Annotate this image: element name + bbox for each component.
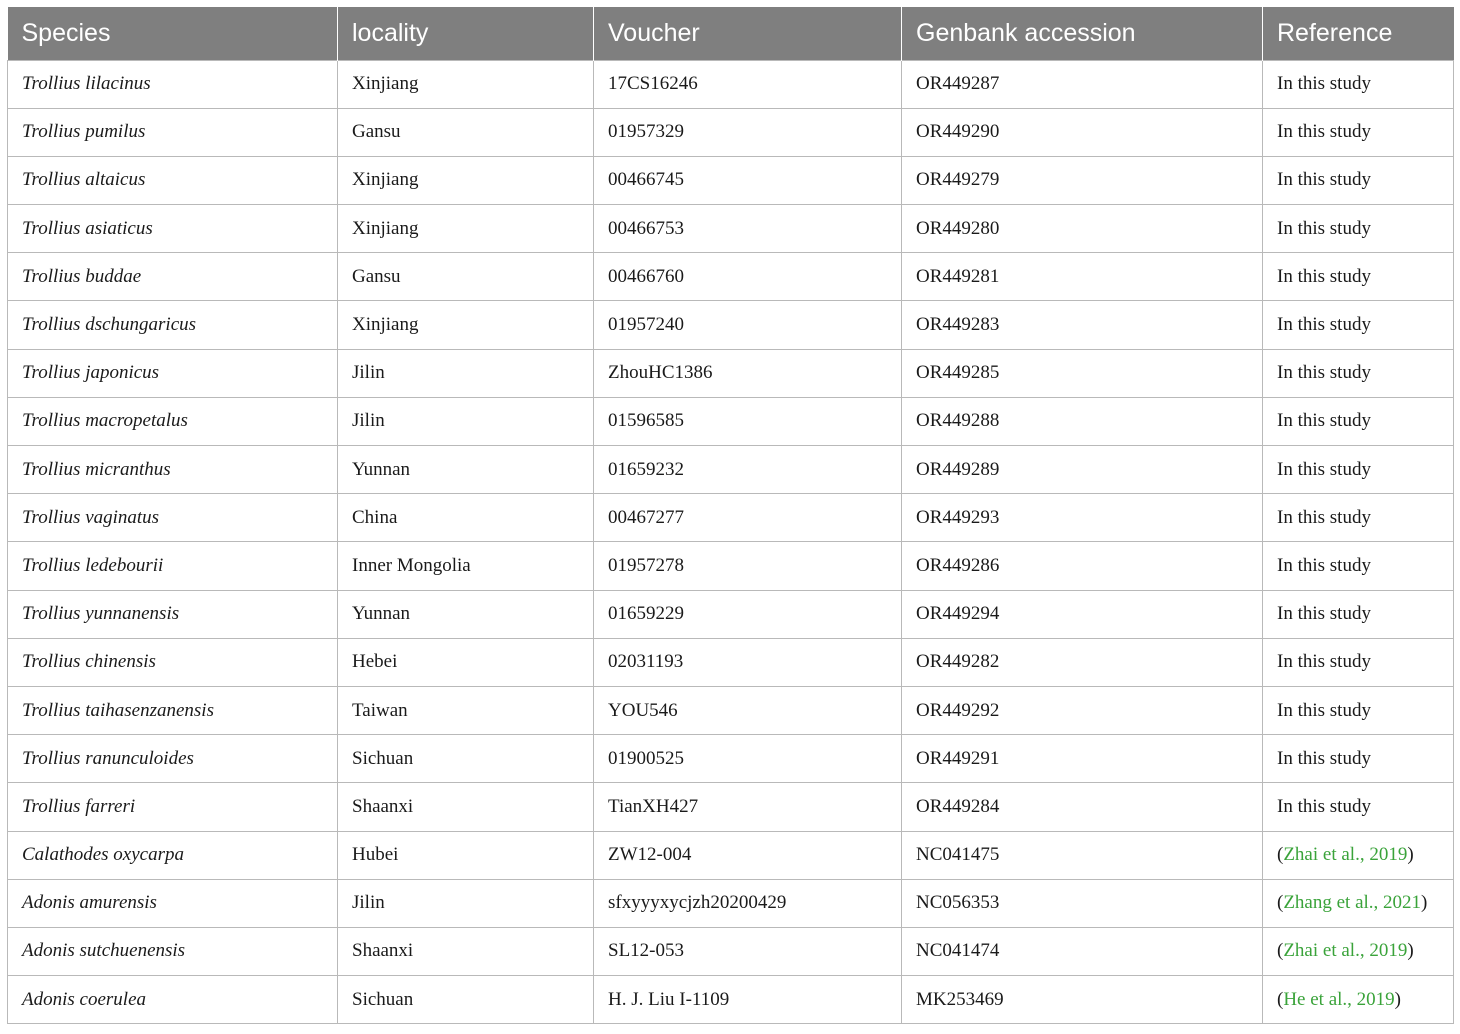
open-paren: ( xyxy=(1277,988,1284,1010)
cell-voucher: 01596585 xyxy=(594,397,902,445)
reference-link[interactable]: Zhai et al., 2019 xyxy=(1283,940,1408,962)
cell-voucher: 02031193 xyxy=(594,638,902,686)
cell-voucher: 01957240 xyxy=(594,301,902,349)
cell-species: Trollius altaicus xyxy=(8,156,338,204)
cell-locality: Hebei xyxy=(338,638,594,686)
cell-species: Calathodes oxycarpa xyxy=(8,831,338,879)
close-paren: ) xyxy=(1421,892,1428,914)
cell-locality: Jilin xyxy=(338,397,594,445)
table-row xyxy=(8,976,1454,1024)
table-row xyxy=(8,60,1454,108)
cell-reference xyxy=(1263,976,1454,1024)
table-row xyxy=(8,108,1454,156)
cell-species: Trollius pumilus xyxy=(8,108,338,156)
cell-reference: In this study xyxy=(1263,108,1454,156)
table-row xyxy=(8,735,1454,783)
table-row xyxy=(8,542,1454,590)
cell-genbank-accession: OR449284 xyxy=(902,783,1263,831)
table-row xyxy=(8,205,1454,253)
cell-species: Trollius macropetalus xyxy=(8,397,338,445)
cell-locality: Gansu xyxy=(338,108,594,156)
cell-genbank-accession: OR449289 xyxy=(902,446,1263,494)
table-row xyxy=(8,879,1454,927)
cell-locality: China xyxy=(338,494,594,542)
open-paren: ( xyxy=(1277,892,1284,914)
cell-species: Trollius vaginatus xyxy=(8,494,338,542)
cell-reference: In this study xyxy=(1263,735,1454,783)
cell-genbank-accession: OR449294 xyxy=(902,590,1263,638)
close-paren: ) xyxy=(1394,988,1401,1010)
table-row xyxy=(8,349,1454,397)
cell-species: Trollius farreri xyxy=(8,783,338,831)
cell-reference: In this study xyxy=(1263,542,1454,590)
cell-locality: Gansu xyxy=(338,253,594,301)
cell-reference: In this study xyxy=(1263,397,1454,445)
cell-locality: Shaanxi xyxy=(338,927,594,975)
cell-genbank-accession: OR449288 xyxy=(902,397,1263,445)
cell-voucher: 00466745 xyxy=(594,156,902,204)
header-voucher: Voucher xyxy=(594,7,902,60)
cell-reference: In this study xyxy=(1263,494,1454,542)
cell-reference: In this study xyxy=(1263,638,1454,686)
cell-species: Trollius ranunculoides xyxy=(8,735,338,783)
cell-reference: In this study xyxy=(1263,686,1454,734)
cell-voucher: 00466760 xyxy=(594,253,902,301)
cell-locality: Jilin xyxy=(338,879,594,927)
table-row xyxy=(8,446,1454,494)
close-paren: ) xyxy=(1407,844,1414,866)
cell-reference xyxy=(1263,879,1454,927)
table-row xyxy=(8,686,1454,734)
cell-locality: Hubei xyxy=(338,831,594,879)
cell-genbank-accession: OR449279 xyxy=(902,156,1263,204)
cell-voucher: 00466753 xyxy=(594,205,902,253)
cell-species: Trollius taihasenzanensis xyxy=(8,686,338,734)
reference-link[interactable]: He et al., 2019 xyxy=(1283,988,1395,1010)
cell-voucher: ZhouHC1386 xyxy=(594,349,902,397)
cell-species: Trollius asiaticus xyxy=(8,205,338,253)
cell-reference: In this study xyxy=(1263,253,1454,301)
cell-locality: Sichuan xyxy=(338,735,594,783)
table-row xyxy=(8,590,1454,638)
cell-reference xyxy=(1263,831,1454,879)
cell-genbank-accession: NC041474 xyxy=(902,927,1263,975)
header-species: Species xyxy=(8,7,338,60)
cell-voucher: SL12-053 xyxy=(594,927,902,975)
cell-locality: Yunnan xyxy=(338,590,594,638)
table-row xyxy=(8,638,1454,686)
table-body xyxy=(8,60,1454,1024)
cell-genbank-accession: OR449282 xyxy=(902,638,1263,686)
header-reference: Reference xyxy=(1263,7,1454,60)
cell-species: Trollius buddae xyxy=(8,253,338,301)
cell-species: Trollius yunnanensis xyxy=(8,590,338,638)
cell-reference xyxy=(1263,927,1454,975)
cell-species: Adonis sutchuenensis xyxy=(8,927,338,975)
cell-species: Trollius micranthus xyxy=(8,446,338,494)
cell-locality: Yunnan xyxy=(338,446,594,494)
cell-reference: In this study xyxy=(1263,349,1454,397)
table-row xyxy=(8,156,1454,204)
cell-locality: Xinjiang xyxy=(338,205,594,253)
cell-locality: Xinjiang xyxy=(338,156,594,204)
table-row xyxy=(8,783,1454,831)
cell-reference: In this study xyxy=(1263,783,1454,831)
cell-voucher: H. J. Liu I-1109 xyxy=(594,976,902,1024)
cell-species: Trollius chinensis xyxy=(8,638,338,686)
table-row xyxy=(8,494,1454,542)
cell-locality: Jilin xyxy=(338,349,594,397)
cell-reference: In this study xyxy=(1263,205,1454,253)
cell-voucher: 01659229 xyxy=(594,590,902,638)
cell-genbank-accession: OR449281 xyxy=(902,253,1263,301)
cell-species: Trollius lilacinus xyxy=(8,60,338,108)
cell-genbank-accession: OR449291 xyxy=(902,735,1263,783)
cell-reference: In this study xyxy=(1263,446,1454,494)
cell-locality: Xinjiang xyxy=(338,301,594,349)
cell-reference: In this study xyxy=(1263,60,1454,108)
open-paren: ( xyxy=(1277,844,1284,866)
cell-locality: Inner Mongolia xyxy=(338,542,594,590)
cell-genbank-accession: OR449285 xyxy=(902,349,1263,397)
species-table xyxy=(7,7,1454,1024)
cell-voucher: sfxyyyxycjzh20200429 xyxy=(594,879,902,927)
cell-genbank-accession: OR449287 xyxy=(902,60,1263,108)
header-genbank-accession: Genbank accession xyxy=(902,7,1263,60)
cell-genbank-accession: OR449283 xyxy=(902,301,1263,349)
cell-voucher: 01957278 xyxy=(594,542,902,590)
cell-species: Adonis amurensis xyxy=(8,879,338,927)
cell-locality: Taiwan xyxy=(338,686,594,734)
cell-genbank-accession: NC041475 xyxy=(902,831,1263,879)
cell-locality: Sichuan xyxy=(338,976,594,1024)
cell-voucher: 01900525 xyxy=(594,735,902,783)
cell-voucher: 00467277 xyxy=(594,494,902,542)
cell-genbank-accession: NC056353 xyxy=(902,879,1263,927)
reference-link[interactable]: Zhang et al., 2021 xyxy=(1283,892,1422,914)
cell-reference: In this study xyxy=(1263,301,1454,349)
open-paren: ( xyxy=(1277,940,1284,962)
reference-link[interactable]: Zhai et al., 2019 xyxy=(1283,844,1408,866)
cell-reference: In this study xyxy=(1263,590,1454,638)
cell-voucher: 01957329 xyxy=(594,108,902,156)
cell-genbank-accession: OR449293 xyxy=(902,494,1263,542)
cell-voucher: ZW12-004 xyxy=(594,831,902,879)
cell-species: Adonis coerulea xyxy=(8,976,338,1024)
cell-genbank-accession: MK253469 xyxy=(902,976,1263,1024)
cell-locality: Xinjiang xyxy=(338,60,594,108)
table-row xyxy=(8,253,1454,301)
table-row xyxy=(8,927,1454,975)
cell-genbank-accession: OR449286 xyxy=(902,542,1263,590)
header-locality: locality xyxy=(338,7,594,60)
table-row xyxy=(8,301,1454,349)
header-row xyxy=(8,7,1454,60)
cell-genbank-accession: OR449292 xyxy=(902,686,1263,734)
cell-reference: In this study xyxy=(1263,156,1454,204)
table-row xyxy=(8,397,1454,445)
cell-voucher: 01659232 xyxy=(594,446,902,494)
close-paren: ) xyxy=(1407,940,1414,962)
cell-voucher: TianXH427 xyxy=(594,783,902,831)
cell-locality: Shaanxi xyxy=(338,783,594,831)
table-row xyxy=(8,831,1454,879)
cell-genbank-accession: OR449280 xyxy=(902,205,1263,253)
cell-voucher: YOU546 xyxy=(594,686,902,734)
species-table-container xyxy=(7,7,1453,1024)
cell-species: Trollius ledebourii xyxy=(8,542,338,590)
cell-species: Trollius japonicus xyxy=(8,349,338,397)
cell-voucher: 17CS16246 xyxy=(594,60,902,108)
cell-genbank-accession: OR449290 xyxy=(902,108,1263,156)
cell-species: Trollius dschungaricus xyxy=(8,301,338,349)
